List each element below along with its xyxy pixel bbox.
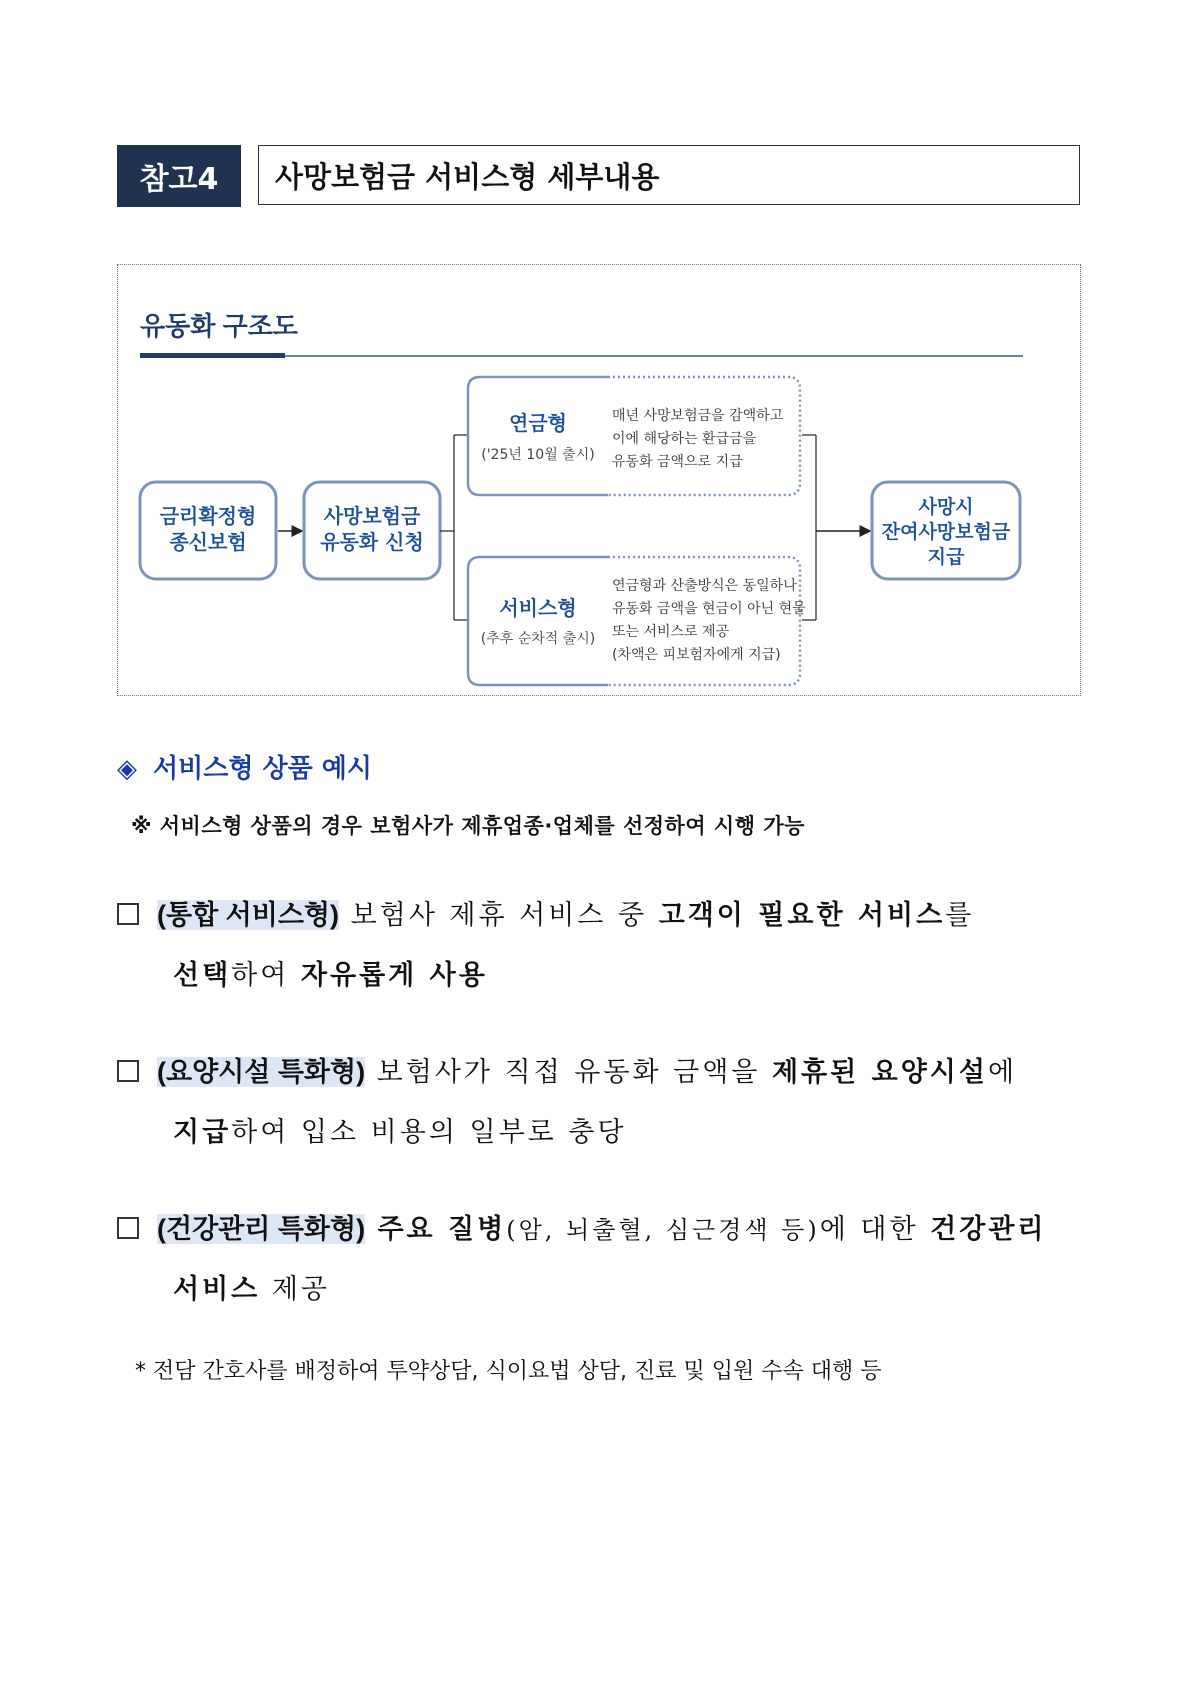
service-desc-box [608, 557, 800, 685]
reference-badge: 참고4 [117, 145, 241, 207]
service-desc-2: 유동화 금액을 현금이 아닌 현물 [612, 601, 806, 617]
node-end-line2: 잔여사망보험금 [881, 521, 1011, 543]
section-title-text: 서비스형 상품 예시 [153, 754, 373, 784]
service-sub: (추후 순차적 출시) [480, 631, 596, 647]
node-end-line1: 사망시 [918, 496, 974, 518]
node-start-line2: 종신보험 [169, 530, 247, 554]
page-title: 사망보험금 서비스형 세부내용 [258, 145, 1080, 205]
node-apply-line2: 유동화 신청 [320, 530, 424, 554]
annuity-box [468, 377, 608, 495]
item-label: (요양시설 특화형) [157, 1057, 366, 1087]
annuity-sub: ('25년 10월 출시) [481, 447, 595, 463]
service-desc-3: 또는 서비스로 제공 [612, 624, 730, 640]
title-underline-thick [140, 353, 285, 358]
annuity-desc-2: 이에 해당하는 환급금을 [612, 431, 757, 447]
service-box [468, 557, 608, 685]
item-care-facility: (요양시설 특화형) 보험사가 직접 유동화 금액을 제휴된 요양시설에 지급하여 입소 비용의 일부로 충당 [117, 1042, 1092, 1163]
annuity-desc-1: 매년 사망보험금을 감액하고 [612, 408, 784, 424]
checkbox-icon [117, 903, 139, 925]
checkbox-icon [117, 1217, 139, 1239]
node-apply-line1: 사망보험금 [323, 504, 421, 528]
service-label: 서비스형 [499, 596, 577, 620]
annuity-label: 연금형 [509, 411, 567, 435]
service-desc-4: (차액은 피보험자에게 지급) [612, 647, 781, 663]
node-end-line3: 지급 [927, 546, 965, 568]
annuity-desc-3: 유동화 금액으로 지급 [612, 454, 743, 470]
section-title [117, 748, 372, 785]
page-header [117, 145, 1082, 207]
structure-diagram [117, 264, 1081, 696]
item-label: (건강관리 특화형) [157, 1214, 366, 1244]
diamond-icon: ◈ [117, 754, 137, 784]
diagram-title: 유동화 구조도 [140, 311, 298, 341]
item-health-care: (건강관리 특화형) 주요 질병(암, 뇌출혈, 심근경색 등)에 대한 건강관리 서비스 제공 [117, 1199, 1092, 1320]
node-start-line1: 금리확정형 [159, 504, 257, 528]
service-desc-1: 연금형과 산출방식은 동일하나 [612, 578, 797, 594]
note-text: ※ 서비스형 상품의 경우 보험사가 제휴업종·업체를 선정하여 시행 가능 [131, 814, 805, 838]
diagram-svg [118, 265, 1080, 695]
checkbox-icon [117, 1060, 139, 1082]
item-label: (통합 서비스형) [157, 900, 339, 930]
footnote: * 전담 간호사를 배정하여 투약상담, 식이요법 상담, 진료 및 입원 수속 대행 등 [135, 1359, 882, 1384]
item-integrated-service: (통합 서비스형) 보험사 제휴 서비스 중 고객이 필요한 서비스를 선택하여 자유롭게 사용 [117, 885, 1092, 1006]
